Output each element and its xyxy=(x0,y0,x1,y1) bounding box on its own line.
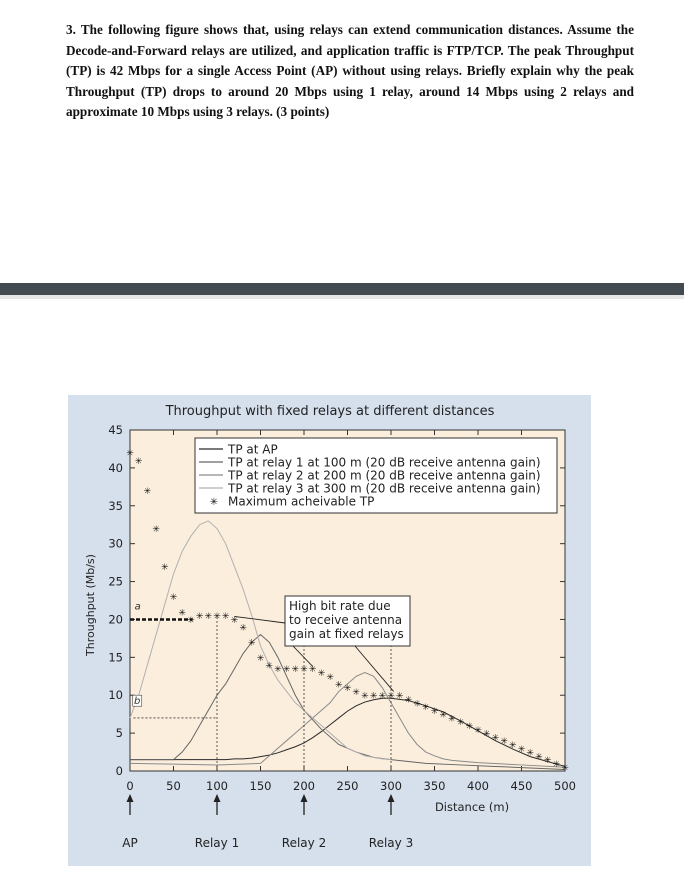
max-tp-marker: ✳ xyxy=(256,653,265,664)
legend-entry: TP at AP xyxy=(228,442,278,457)
label-b: b xyxy=(134,696,141,708)
y-tick-label: 45 xyxy=(108,423,123,437)
max-tp-marker: ✳ xyxy=(465,722,474,733)
max-tp-marker: ✳ xyxy=(335,680,343,691)
max-tp-marker: ✳ xyxy=(239,623,247,634)
max-tp-marker: ✳ xyxy=(126,449,134,460)
legend-entry: TP at relay 2 at 200 m (20 dB receive antenna gain) xyxy=(228,468,541,483)
x-tick-label: 0 xyxy=(126,779,134,793)
max-tp-marker: ✳ xyxy=(343,684,352,695)
max-tp-marker: ✳ xyxy=(404,695,413,706)
callout-line: to receive antenna xyxy=(289,613,403,627)
max-tp-marker: ✳ xyxy=(248,638,256,649)
label-a: a xyxy=(134,601,141,613)
max-tp-marker: ✳ xyxy=(378,691,387,702)
max-tp-marker: ✳ xyxy=(230,615,239,626)
max-tp-marker: ✳ xyxy=(482,729,491,740)
x-tick-label: 400 xyxy=(467,779,489,793)
chart-figure xyxy=(68,395,591,866)
legend-entry: TP at relay 1 at 100 m (20 dB receive antenna gain) xyxy=(228,455,541,470)
max-tp-marker: ✳ xyxy=(439,710,447,721)
y-tick-label: 0 xyxy=(115,764,123,778)
location-arrow-head xyxy=(388,794,395,802)
x-tick-label: 500 xyxy=(554,779,576,793)
max-tp-marker: ✳ xyxy=(509,740,517,751)
max-tp-marker: ✳ xyxy=(195,612,204,623)
legend-marker-star: ✳ xyxy=(209,497,219,508)
max-tp-marker: ✳ xyxy=(543,756,552,767)
callout-line: High bit rate due xyxy=(289,599,391,613)
location-arrow-head xyxy=(127,794,134,802)
max-tp-marker: ✳ xyxy=(134,456,143,467)
max-tp-marker: ✳ xyxy=(178,608,186,619)
max-tp-marker: ✳ xyxy=(152,525,160,536)
location-label: Relay 1 xyxy=(194,836,240,850)
x-tick-label: 250 xyxy=(336,779,359,793)
max-tp-marker: ✳ xyxy=(204,612,213,623)
max-tp-marker: ✳ xyxy=(526,748,534,759)
x-tick-label: 350 xyxy=(423,779,446,793)
question-text: 3. The following figure shows that, using relays can extend communication distances. Assume the Decode-and-Forward relays are utilized, and application traffic is FTP/TCP. The peak Throughput (TP) is 42 Mbps for a single Access Point (AP) without using relays. Briefly explain why the peak Throughput (TP) drops to around 20 Mbps using 1 relay, around 14 Mbps using 2 relays and approximate 10 Mbps using 3 relays. (3 points) xyxy=(66,22,634,120)
max-tp-marker: ✳ xyxy=(387,691,395,702)
max-tp-marker: ✳ xyxy=(326,672,334,683)
x-tick-label: 450 xyxy=(510,779,533,793)
max-tp-marker: ✳ xyxy=(169,593,178,604)
max-tp-marker: ✳ xyxy=(422,703,430,714)
max-tp-marker: ✳ xyxy=(561,763,569,774)
y-tick-label: 10 xyxy=(108,688,123,703)
callout-line: gain at fixed relays xyxy=(289,627,404,641)
max-tp-marker: ✳ xyxy=(317,668,326,679)
x-tick-label: 50 xyxy=(166,779,181,793)
legend-entry: Maximum acheivable TP xyxy=(228,494,375,509)
max-tp-marker: ✳ xyxy=(552,759,561,770)
section-divider xyxy=(0,283,684,295)
max-tp-marker: ✳ xyxy=(291,665,300,676)
legend-entry: TP at relay 3 at 300 m (20 dB receive antenna gain) xyxy=(228,481,541,496)
max-tp-marker: ✳ xyxy=(500,737,508,748)
max-tp-marker: ✳ xyxy=(361,691,369,702)
y-tick-label: 15 xyxy=(108,650,123,665)
x-tick-label: 150 xyxy=(249,779,272,793)
max-tp-marker: ✳ xyxy=(517,744,526,755)
max-tp-marker: ✳ xyxy=(282,665,291,676)
max-tp-marker: ✳ xyxy=(161,562,169,573)
x-tick-label: 100 xyxy=(206,779,228,793)
max-tp-marker: ✳ xyxy=(308,665,317,676)
y-tick-label: 5 xyxy=(115,726,123,741)
location-label: AP xyxy=(122,836,138,850)
max-tp-marker: ✳ xyxy=(456,718,465,729)
max-tp-marker: ✳ xyxy=(491,733,500,744)
y-tick-label: 40 xyxy=(108,460,123,475)
y-axis-label: Throughput (Mb/s) xyxy=(84,554,97,656)
y-tick-label: 25 xyxy=(108,574,123,589)
max-tp-marker: ✳ xyxy=(430,706,439,717)
max-tp-marker: ✳ xyxy=(143,487,152,498)
location-arrow-head xyxy=(214,794,221,802)
x-tick-label: 200 xyxy=(293,779,315,793)
max-tp-marker: ✳ xyxy=(474,725,482,736)
max-tp-marker: ✳ xyxy=(413,699,421,710)
max-tp-marker: ✳ xyxy=(265,661,273,672)
y-tick-label: 30 xyxy=(108,536,123,551)
max-tp-marker: ✳ xyxy=(395,691,404,702)
max-tp-marker: ✳ xyxy=(221,612,230,623)
max-tp-marker: ✳ xyxy=(213,612,221,623)
x-axis-label: Distance (m) xyxy=(434,800,510,814)
max-tp-marker: ✳ xyxy=(187,615,195,626)
x-tick-label: 300 xyxy=(380,779,402,793)
chart-title: Throughput with fixed relays at different distances xyxy=(165,404,495,419)
location-label: Relay 2 xyxy=(281,836,327,850)
y-tick-label: 20 xyxy=(108,612,123,627)
max-tp-marker: ✳ xyxy=(535,752,543,763)
max-tp-marker: ✳ xyxy=(300,665,308,676)
divider-shadow xyxy=(0,295,684,299)
location-arrow-head xyxy=(301,794,308,802)
max-tp-marker: ✳ xyxy=(352,687,360,698)
max-tp-marker: ✳ xyxy=(274,665,282,676)
location-label: Relay 3 xyxy=(368,836,414,850)
y-tick-label: 35 xyxy=(108,498,123,513)
throughput-chart xyxy=(68,395,591,866)
max-tp-marker: ✳ xyxy=(369,691,378,702)
max-tp-marker: ✳ xyxy=(448,714,456,725)
